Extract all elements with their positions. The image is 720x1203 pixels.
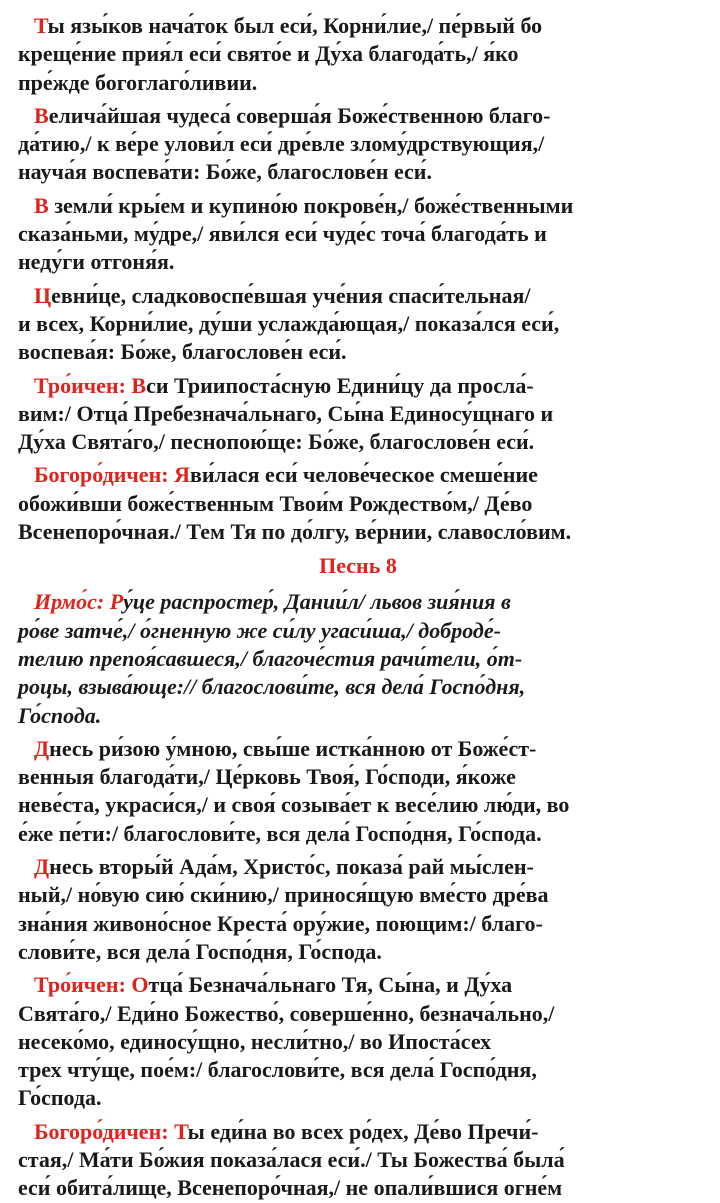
rubric-label: Тро́ичен:	[34, 372, 132, 398]
line-text: креще́ние прия́л еси́ свято́е и Ду́ха благода́ть,/ я́ко	[18, 41, 519, 67]
initial-letter: Ц	[34, 282, 52, 308]
line-text: обожи́вши боже́ственным Твои́м Рождество́м,/ Де́во	[18, 490, 533, 516]
initial-letter: Д	[34, 735, 50, 761]
text-body	[18, 12, 698, 1203]
line-text: ро́ве затче́,/ о́гненную же си́лу угаси́ша,/ доброде́-	[18, 617, 501, 643]
rubric-label: Ирмо́с:	[34, 589, 110, 615]
line-text: у́це распростер́, Дании́л/ львов зия́ния в	[123, 589, 511, 615]
text-line	[18, 1056, 698, 1084]
line-text: Ду́ха Свята́го,/ песнопою́ще: Бо́же, благослове́н еси́.	[18, 429, 535, 455]
initial-letter: В	[34, 102, 49, 128]
line-text: елича́йшая чудеса́ соверша́я Боже́ственною благо-	[48, 102, 551, 128]
line-text: земли́ кры́ем и купино́ю покрове́н,/ боже́ственными	[48, 192, 574, 218]
line-text: стая,/ Ма́ти Бо́жия показа́лася еси́./ Ты Божества́ была́	[18, 1146, 565, 1172]
line-text: несь ри́зою у́мною, свы́ше истка́нною от Боже́ст-	[49, 735, 537, 761]
text-line	[18, 881, 698, 909]
text-line	[18, 910, 698, 938]
section-heading: Песнь 8	[319, 553, 397, 579]
troparion-paragraph	[18, 192, 698, 277]
text-line	[18, 400, 698, 428]
line-text: ы еди́на во всех ро́дех, Де́во Пречи́-	[187, 1118, 539, 1144]
line-text: и всех, Корни́лие, ду́ши услажда́ющая,/ показа́лся еси́,	[18, 310, 560, 336]
text-line	[18, 853, 698, 881]
line-text: сказа́ньми, му́дре,/ яви́лся еси́ чуде́с точа́ благода́ть и	[18, 221, 547, 247]
initial-letter: В	[131, 372, 147, 398]
line-text: Свята́го,/ Еди́но Божество́, соверше́нно, безнача́льно,/	[18, 1000, 555, 1026]
troparion-paragraph	[18, 853, 698, 966]
line-text: воспева́я: Бо́же, благослове́н еси́.	[18, 339, 347, 365]
troparion-paragraph	[18, 102, 698, 187]
text-line	[18, 588, 698, 616]
line-text: венныя благода́ти,/ Це́рковь Твоя́, Го́споди, я́коже	[18, 764, 516, 790]
initial-letter: Д	[34, 854, 50, 880]
initial-letter: Р	[109, 589, 124, 615]
text-line	[18, 1028, 698, 1056]
line-text: неве́ста, украси́ся,/ и своя́ созыва́ет к весе́лию лю́ди, во	[18, 792, 570, 818]
line-text: ви́лася еси́ челове́ческое смеше́ние	[189, 462, 538, 488]
rubric-label: Богоро́дичен:	[34, 1118, 175, 1144]
text-line	[18, 1084, 698, 1112]
irmos-paragraph	[18, 588, 698, 729]
text-line	[18, 282, 698, 310]
text-line	[18, 192, 698, 220]
text-line	[18, 518, 698, 546]
text-line	[18, 791, 698, 819]
troparion-paragraph	[18, 971, 698, 1112]
line-text: телию препоя́савшеся,/ благоче́стия рачи́тели, о́т-	[18, 645, 523, 671]
line-text: науча́я воспева́ти: Бо́же, благослове́н еси́.	[18, 159, 432, 185]
line-text: зна́ния живоно́сное Креста́ ору́жие, поющим:/ благо-	[18, 910, 543, 936]
line-text: еси́ обита́лище, Всенепоро́чная,/ не опали́вшися огне́м	[18, 1175, 563, 1201]
text-line	[18, 158, 698, 186]
initial-letter: В	[34, 192, 49, 218]
troparion-paragraph	[18, 12, 698, 97]
line-text: вим:/ Отца́ Пребезнача́льнаго, Сы́на Единосу́щнаго и	[18, 400, 554, 426]
text-line	[18, 938, 698, 966]
text-line	[18, 12, 698, 40]
line-text: трех чту́ще, пое́м:/ благослови́те, вся дела́ Госпо́дня,	[18, 1057, 537, 1083]
line-text: тца́ Безнача́льнаго Тя, Сы́на, и Ду́ха	[148, 972, 513, 998]
text-line	[18, 130, 698, 158]
troparion-paragraph	[18, 461, 698, 546]
line-text: Всенепоро́чная./ Тем Тя по до́лгу, ве́рнии, славосло́вим.	[18, 519, 572, 545]
text-line	[18, 310, 698, 338]
text-line	[18, 673, 698, 701]
text-line	[18, 645, 698, 673]
text-line	[18, 1174, 698, 1202]
text-line	[18, 248, 698, 276]
text-line	[18, 102, 698, 130]
line-text: да́тию,/ к ве́ре улови́л еси́ дре́вле злому́дрствующия,/	[18, 131, 545, 157]
line-text: слови́те, вся дела́ Госпо́дня, Го́спода.	[18, 938, 382, 964]
line-text: пре́жде богоглаго́ливии.	[18, 69, 258, 95]
text-line	[18, 372, 698, 400]
line-text: е́же пе́ти:/ благослови́те, вся дела́ Госпо́дня, Го́спода.	[18, 820, 542, 846]
text-line	[18, 617, 698, 645]
text-line	[18, 490, 698, 518]
initial-letter: Т	[174, 1118, 188, 1144]
line-text: ы язы́ков нача́ток был еси́, Корни́лие,/ пе́рвый бо	[47, 13, 543, 38]
troparion-paragraph	[18, 1118, 698, 1203]
text-line	[18, 1146, 698, 1174]
line-text: несь вторы́й Ада́м, Христо́с, показа́ рай мы́слен-	[49, 854, 534, 880]
rubric-label: Богоро́дичен:	[34, 462, 175, 488]
troparion-paragraph	[18, 735, 698, 848]
text-line	[18, 971, 698, 999]
troparion-paragraph	[18, 372, 698, 457]
text-line	[18, 1000, 698, 1028]
initial-letter: О	[131, 972, 149, 998]
initial-letter: Я	[174, 462, 190, 488]
line-text: роцы, взыва́юще:// благослови́те, вся дела́ Госпо́дня,	[18, 674, 526, 700]
line-text: ный,/ но́вую сию́ ски́нию,/ принося́щую вме́сто дре́ва	[18, 882, 549, 908]
line-text: несеко́мо, единосу́щно, несли́тно,/ во Ипоста́сех	[18, 1028, 492, 1054]
text-line	[18, 338, 698, 366]
rubric-label: Тро́ичен:	[34, 972, 132, 998]
line-text: Го́спода.	[18, 1085, 102, 1111]
text-line	[18, 702, 698, 730]
text-line	[18, 428, 698, 456]
text-line	[18, 820, 698, 848]
text-line	[18, 69, 698, 97]
line-text: Го́спода.	[18, 702, 102, 728]
troparion-paragraph	[18, 282, 698, 367]
line-text: неду́ги отгоня́я.	[18, 249, 175, 275]
text-line	[18, 1118, 698, 1146]
line-text: евни́це, сладковоспе́вшая уче́ния спаси́тельная/	[51, 282, 531, 308]
text-line	[18, 735, 698, 763]
text-line	[18, 40, 698, 68]
text-line	[18, 461, 698, 489]
text-line	[18, 220, 698, 248]
text-line	[18, 763, 698, 791]
initial-letter: Т	[34, 13, 48, 38]
line-text: си Триипоста́сную Едини́цу да просла́-	[146, 372, 534, 398]
